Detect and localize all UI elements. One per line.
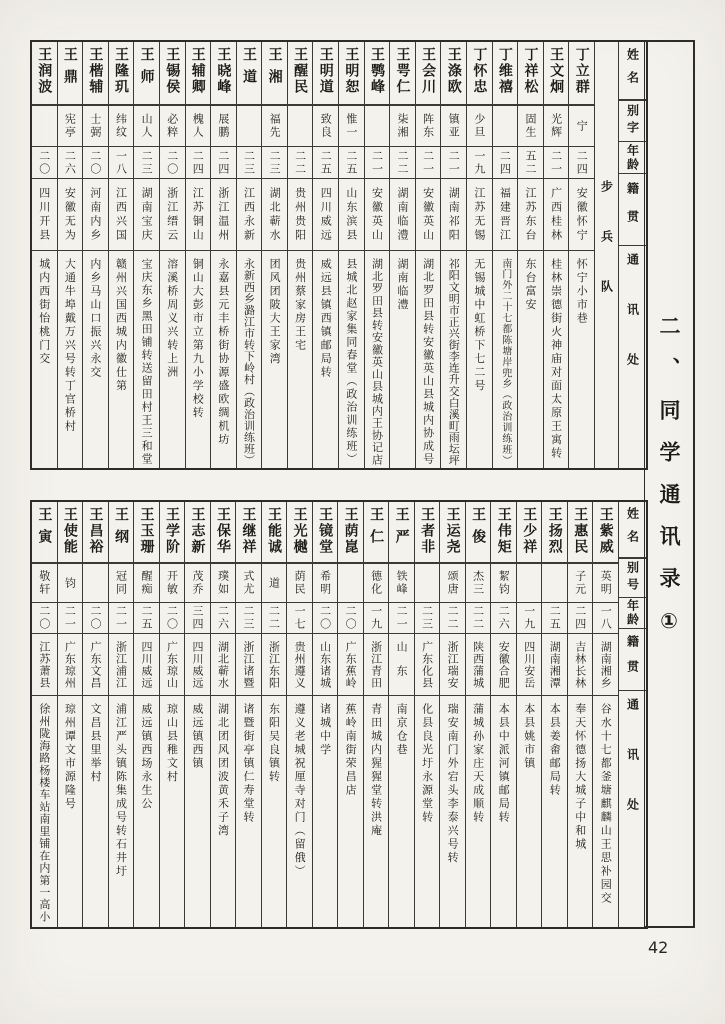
age-cell: 二二 [440,603,465,634]
native-place-cell: 福建晋江 [493,179,518,251]
native-place-cell: 广东琼山 [160,634,185,696]
header-column [618,502,646,927]
name-cell: 王寅 [32,502,57,564]
alias-cell: 希明 [313,564,338,603]
age-cell: 二〇 [160,147,185,179]
native-place-cell: 湖南临澧 [390,179,415,251]
native-place-cell: 江西永新 [237,179,262,251]
person-column [389,42,415,468]
name-cell: 王少祥 [517,502,542,564]
alias-cell: 纬纹 [109,106,134,147]
person-column [57,502,83,927]
address-cell: 内乡马山口振兴永交 [88,258,102,380]
native-place-cell: 浙江诸暨 [236,634,261,696]
person-column [108,42,134,468]
name-cell: 王楷辅 [83,42,108,106]
age-cell: 二〇 [338,603,363,634]
person-column [32,502,57,927]
address-cell: 文昌县里举村 [88,703,102,784]
unit-label-infantry: 步兵队 [599,180,614,330]
name-cell: 王玉珊 [134,502,159,564]
alias-cell: 阵东 [416,106,441,147]
name-cell: 王师 [134,42,159,106]
alias-cell: 醒痴 [134,564,159,603]
address-cell: 威远镇西场永生公 [139,703,153,811]
native-place-cell: 安徽无为 [58,179,83,251]
address-cell: 湖北团风团波黄禾子湾 [216,703,230,838]
person-column [466,42,492,468]
header-name-cell: 姓名 [619,42,646,101]
alias-cell: 铁峰 [389,564,414,603]
native-place-cell: 广东化县 [415,634,440,696]
address-cell: 奉天怀德扬大城子中和城 [573,703,587,852]
age-cell: 二一 [58,603,83,634]
age-cell: 一八 [593,603,618,634]
alias-cell: 光辉 [544,106,569,147]
age-cell: 二〇 [32,147,57,179]
native-place-cell: 浙江缙云 [160,179,185,251]
name-cell: 丁祥松 [518,42,543,106]
person-column [364,42,390,468]
address-cell: 谷水十七都釜塘麒麟山王思补园交 [599,703,613,906]
person-column [414,502,440,927]
native-place-cell: 江苏东台 [518,179,543,251]
name-cell: 王道 [237,42,262,106]
name-cell: 王文炯 [544,42,569,106]
alias-cell: 璞如 [211,564,236,603]
alias-cell: 冠同 [109,564,134,603]
person-column [261,502,287,927]
alias-cell: 式尤 [236,564,261,603]
person-column [517,42,543,468]
native-place-cell: 河南内乡 [83,179,108,251]
native-place-cell: 江苏铜山 [186,179,211,251]
alias-cell: 杰三 [466,564,491,603]
age-cell: 二四 [569,147,594,179]
age-cell: 二三 [415,603,440,634]
native-place-cell: 江苏萧县 [32,634,57,696]
person-column [465,502,491,927]
native-place-cell: 四川威远 [134,634,159,696]
person-column [57,42,83,468]
alias-cell: 子元 [568,564,593,603]
address-cell: 瑞安南门外宕头李泰兴号转 [446,703,460,865]
alias-cell: 道 [262,564,287,603]
address-cell: 东台富安 [524,258,538,312]
name-cell: 王志新 [185,502,210,564]
alias-cell: 少旦 [467,106,492,147]
native-place-cell: 四川开县 [32,179,57,251]
name-cell: 丁立群 [569,42,594,106]
alias-cell: 士弼 [83,106,108,147]
native-place-cell: 山东 [389,634,414,696]
person-column [184,502,210,927]
native-place-cell: 安徽合肥 [491,634,516,696]
address-cell: 本县姚市镇 [522,703,536,771]
address-cell: 贵州蔡家房王宅 [293,258,307,353]
native-place-cell: 湖北蕲水 [211,634,236,696]
native-place-cell: 四川威远 [185,634,210,696]
name-cell: 王严 [389,502,414,564]
name-cell: 王明恕 [339,42,364,106]
person-column [82,502,108,927]
native-place-cell: 浙江青田 [364,634,389,696]
age-cell: 一八 [109,147,134,179]
name-cell: 王明道 [313,42,338,106]
native-place-cell: 广东琼州 [58,634,83,696]
header-native-cell: 籍贯 [619,174,646,246]
name-cell: 王湘 [262,42,287,106]
name-cell: 丁怀忠 [467,42,492,106]
name-cell: 王伟矩 [491,502,516,564]
alias-cell: 柒湘 [390,106,415,147]
alias-cell [32,106,57,147]
address-cell: 浦江严头镇陈集成号转石井圩 [114,703,128,879]
native-place-cell: 广西桂林 [544,179,569,251]
address-cell: 东阳吴良镇转 [267,703,281,784]
header-age-cell: 年龄 [619,142,646,174]
age-cell: 二一 [109,603,134,634]
alias-cell: 钧 [58,564,83,603]
header-address-cell: 通讯处 [625,253,640,403]
age-cell: 五二 [518,147,543,179]
header-native-cell: 籍贯 [619,629,646,691]
alias-cell [288,106,313,147]
age-cell: 二六 [58,147,83,179]
address-cell: 本县姜畬邮局转 [548,703,562,798]
person-column [261,42,287,468]
address-cell: 琼州谭文市源隆号 [63,703,77,811]
address-cell: 蕉岭南街荣昌店 [344,703,358,798]
person-column [235,502,261,927]
name-cell: 王继祥 [236,502,261,564]
name-cell: 王纲 [109,502,134,564]
address-cell: 无锡城中虹桥下七二号 [472,258,486,393]
person-column [492,42,518,468]
address-cell: 琼山县稚文村 [165,703,179,784]
person-column [415,42,441,468]
name-cell: 王隆玑 [109,42,134,106]
address-cell: 青田城内猩猩堂转洪庵 [369,703,383,838]
age-cell: 二五 [542,603,567,634]
address-cell: 城内西街怡桃门交 [37,258,51,366]
address-cell: 诸城中学 [318,703,332,757]
name-cell: 王能诚 [262,502,287,564]
age-cell: 二一 [365,147,390,179]
native-place-cell: 浙江温州 [211,179,236,251]
person-column [210,502,236,927]
person-column [185,42,211,468]
age-cell: 一九 [517,603,542,634]
unit-column [594,42,618,468]
address-cell: 蒲城孙家庄天成顺转 [471,703,485,825]
alias-cell: 镇亚 [441,106,466,147]
address-cell: 湖北罗田县转安徽英山县城内王协记店 [370,258,384,466]
name-cell: 王使能 [58,502,83,564]
header-alias-cell: 别号 [619,559,646,598]
native-place-cell: 浙江浦江 [109,634,134,696]
alias-cell: 茂乔 [185,564,210,603]
person-column [568,42,594,468]
age-cell: 二五 [134,603,159,634]
page-title [644,40,695,928]
age-cell: 二六 [211,603,236,634]
header-name-cell: 姓名 [619,502,646,559]
address-cell: 诸暨街亭镇仁寿堂转 [242,703,256,825]
name-cell: 王光樾 [287,502,312,564]
address-cell: 南京仓巷 [395,703,409,757]
name-cell: 王锡侯 [160,42,185,106]
header-alias-cell: 别字 [619,101,646,142]
person-column [541,502,567,927]
address-cell: 溶溪桥周义兴转上洲 [165,258,179,380]
alias-cell [493,106,518,147]
person-column [210,42,236,468]
age-cell: 二四 [568,603,593,634]
age-cell: 二〇 [83,603,108,634]
age-cell: 二〇 [83,147,108,179]
age-cell: 一九 [364,603,389,634]
person-column [440,42,466,468]
person-column [82,42,108,468]
alias-cell: 槐人 [186,106,211,147]
header-address-cell: 通讯处 [625,698,640,848]
age-cell: 二一 [389,603,414,634]
person-column [338,42,364,468]
address-cell: 祁阳文明市正兴街李连升交白溪町雨坛坪 [447,258,461,466]
native-place-cell: 山东诸城 [313,634,338,696]
name-cell: 王鹗峰 [365,42,390,106]
native-place-cell: 湖南湘乡 [593,634,618,696]
alias-cell: 致良 [313,106,338,147]
address-cell: 县城北赵家集同春堂（政治训练班） [344,258,358,466]
name-cell: 王涤欧 [441,42,466,106]
address-cell: 宝庆东乡黑田铺转送留田村王三和堂 [140,258,154,466]
alias-cell [365,106,390,147]
native-place-cell: 安徽英山 [365,179,390,251]
person-column [159,42,185,468]
address-cell: 威远县镇西镇邮局转 [319,258,333,380]
name-cell: 王荫崑 [338,502,363,564]
person-column [312,42,338,468]
native-place-cell: 江西兴国 [109,179,134,251]
name-cell: 王仁 [364,502,389,564]
alias-cell: 颂唐 [440,564,465,603]
person-column [439,502,465,927]
age-cell: 三四 [185,603,210,634]
alias-cell: 敬轩 [32,564,57,603]
name-cell: 王昌裕 [83,502,108,564]
name-cell: 王鼎 [58,42,83,106]
alias-cell: 福先 [262,106,287,147]
native-place-cell: 湖南宝庆 [134,179,159,251]
native-place-cell: 陕西蒲城 [466,634,491,696]
bottom-table [30,500,648,929]
age-cell: 二四 [186,147,211,179]
age-cell: 二四 [211,147,236,179]
person-column [133,42,159,468]
age-cell: 二二 [466,603,491,634]
person-column [32,42,57,468]
name-cell: 王辅卿 [186,42,211,106]
address-cell: 怀宁小市巷 [575,258,589,326]
person-column [159,502,185,927]
address-cell: 化县良光圩永源堂转 [420,703,434,825]
name-cell: 王保华 [211,502,236,564]
person-column [543,42,569,468]
age-cell: 二三 [237,147,262,179]
native-place-cell: 浙江瑞安 [440,634,465,696]
top-table [30,40,648,470]
page-number: 42 [648,938,669,957]
age-cell: 二二 [262,603,287,634]
alias-cell: 开敏 [160,564,185,603]
native-place-cell: 四川安岳 [517,634,542,696]
person-column [312,502,338,927]
native-place-cell: 安徽英山 [416,179,441,251]
alias-cell: 固生 [518,106,543,147]
alias-cell: 德化 [364,564,389,603]
alias-cell: 荫民 [287,564,312,603]
age-cell: 二四 [493,147,518,179]
name-cell: 王润波 [32,42,57,106]
alias-cell: 展鹏 [211,106,236,147]
address-cell: 铜山大彭市立第九小学校转 [191,258,205,420]
age-cell: 二一 [441,147,466,179]
address-cell: 桂林崇德街火神庙对面太原王寓转 [549,258,563,461]
person-column [516,502,542,927]
age-cell: 二〇 [32,603,57,634]
age-cell: 二三 [134,147,159,179]
age-cell: 二一 [416,147,441,179]
name-cell: 王惠民 [568,502,593,564]
name-cell: 王者非 [415,502,440,564]
person-column [337,502,363,927]
native-place-cell: 吉林长林 [568,634,593,696]
alias-cell [415,564,440,603]
native-place-cell: 山东滨县 [339,179,364,251]
age-cell: 二二 [390,147,415,179]
address-cell: 团风团陂大王家湾 [268,258,282,366]
alias-cell [338,564,363,603]
age-cell: 二一 [544,147,569,179]
age-cell: 二二 [288,147,313,179]
address-cell: 南门外二十七都陈塘岸兜乡（政治训练班） [499,258,511,466]
age-cell: 二〇 [160,603,185,634]
person-column [236,42,262,468]
age-cell: 二〇 [313,603,338,634]
age-cell: 二五 [313,147,338,179]
native-place-cell: 湖南湘潭 [542,634,567,696]
native-place-cell: 四川威远 [313,179,338,251]
address-cell: 遵义老城祝厘寺对门（留俄） [293,703,307,879]
alias-cell: 英明 [593,564,618,603]
native-place-cell: 贵州遵义 [287,634,312,696]
alias-cell: 宁 [569,106,594,147]
address-cell: 徐州陇海路杨楼车站南里铺在内第一高小 [37,703,51,923]
name-cell: 王扬烈 [542,502,567,564]
person-column [108,502,134,927]
alias-cell: 絜钧 [491,564,516,603]
address-cell: 湖南临澧 [396,258,410,312]
native-place-cell: 安徽怀宁 [569,179,594,251]
address-cell: 威远镇西镇 [191,703,204,771]
header-age-cell: 年龄 [619,598,646,629]
alias-cell: 必粹 [160,106,185,147]
address-cell: 赣州兴国西城内徽仕第 [114,258,128,393]
alias-cell [517,564,542,603]
alias-cell [83,564,108,603]
person-column [133,502,159,927]
age-cell: 二三 [236,603,261,634]
name-cell: 王运尧 [440,502,465,564]
alias-cell: 山人 [134,106,159,147]
address-cell: 本县中派河镇邮局转 [497,703,511,825]
native-place-cell: 广东文昌 [83,634,108,696]
native-place-cell: 浙江东阳 [262,634,287,696]
name-cell: 王学阶 [160,502,185,564]
native-place-cell: 湖北蕲水 [262,179,287,251]
name-cell: 王晓峰 [211,42,236,106]
page-title-text: 二、同学通讯录① [657,314,681,654]
age-cell: 一九 [467,147,492,179]
person-column [388,502,414,927]
person-column [287,42,313,468]
alias-cell: 惟一 [339,106,364,147]
address-cell: 大通牛埠戴万兴号转丁官桥村 [63,258,77,434]
age-cell: 二六 [491,603,516,634]
name-cell: 王会川 [416,42,441,106]
age-cell: 二五 [339,147,364,179]
alias-cell [542,564,567,603]
native-place-cell: 广东蕉岭 [338,634,363,696]
person-column [363,502,389,927]
address-cell: 永新西乡潞江市转下岭村（政治训练班） [242,258,256,466]
name-cell: 王俊 [466,502,491,564]
header-column [618,42,646,468]
name-cell: 王咢仁 [390,42,415,106]
age-cell: 二三 [262,147,287,179]
name-cell: 王醒民 [288,42,313,106]
person-column [490,502,516,927]
native-place-cell: 江苏无锡 [467,179,492,251]
name-cell: 王镜堂 [313,502,338,564]
native-place-cell: 贵州贵阳 [288,179,313,251]
person-column [567,502,593,927]
alias-cell: 宪亭 [58,106,83,147]
person-column [592,502,618,927]
name-cell: 丁维禧 [493,42,518,106]
name-cell: 王紫威 [593,502,618,564]
alias-cell [237,106,262,147]
person-column [286,502,312,927]
address-cell: 湖北罗田县转安徽英山县城内协成号 [421,258,435,466]
address-cell: 永嘉县元丰桥街协源盛欧绸机坊 [216,258,230,447]
native-place-cell: 湖南祁阳 [441,179,466,251]
age-cell: 一七 [287,603,312,634]
